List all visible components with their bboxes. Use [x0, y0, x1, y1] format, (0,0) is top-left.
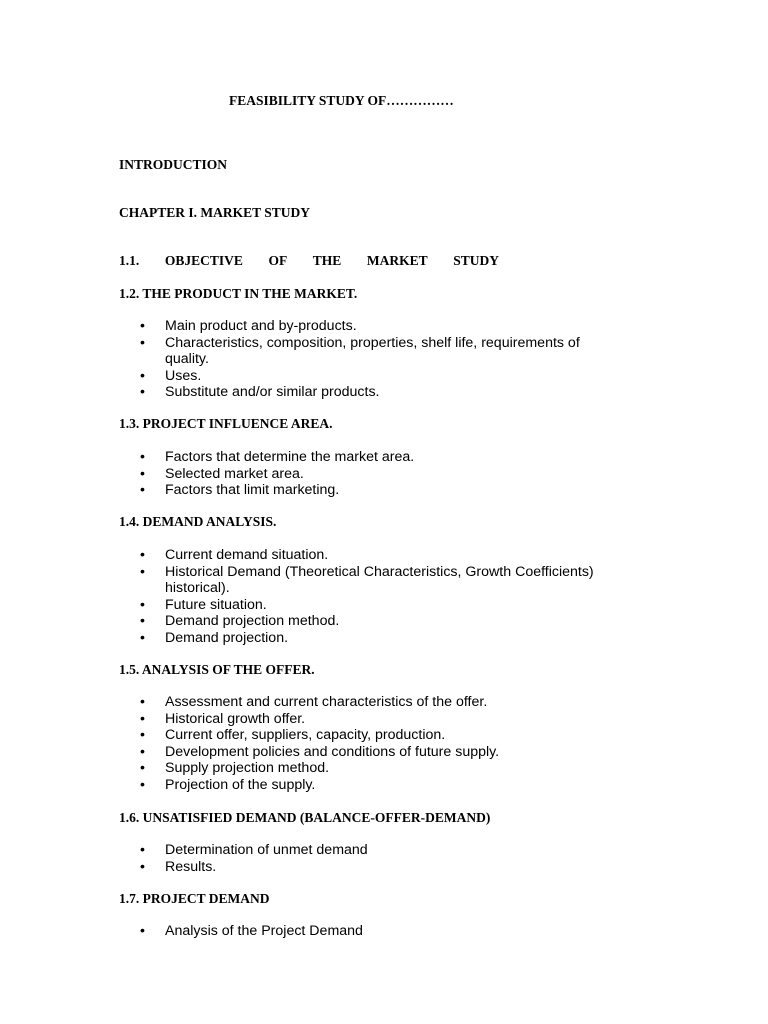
- list-item: [140, 613, 625, 630]
- list-item-text: Assessment and current characteristics of the offer.: [165, 694, 488, 710]
- list-item: [140, 859, 625, 876]
- bullet-icon: •: [140, 760, 145, 776]
- bullet-icon: •: [140, 367, 145, 384]
- bullet-icon: •: [140, 743, 145, 760]
- bullet-icon: •: [140, 727, 145, 743]
- list-item: [140, 449, 625, 466]
- list-item: [140, 335, 625, 368]
- section-heading-1-2: 1.2. THE PRODUCT IN THE MARKET.: [119, 286, 358, 301]
- section-heading-1-5: 1.5. ANALYSIS OF THE OFFER.: [119, 662, 315, 677]
- list-item: [140, 694, 625, 711]
- list-item-text: Analysis of the Project Demand: [165, 923, 363, 939]
- list-item: [140, 777, 625, 794]
- list-item-text: Substitute and/or similar products.: [165, 384, 380, 400]
- list-item-text: Factors that determine the market area.: [165, 449, 415, 465]
- bullet-icon: •: [140, 694, 145, 710]
- list-item: [140, 368, 625, 385]
- section-list-1-7: [140, 923, 625, 940]
- list-item-text: Current demand situation.: [165, 547, 329, 563]
- list-item-text: Development policies and conditions of future supply.: [165, 743, 500, 760]
- list-item-text: Projection of the supply.: [165, 776, 316, 793]
- list-item: [140, 597, 625, 614]
- list-item: [140, 727, 625, 744]
- list-item: [140, 744, 625, 761]
- list-item: [140, 482, 625, 499]
- list-item: [140, 564, 625, 597]
- list-item: [140, 384, 625, 401]
- list-item-text: Supply projection method.: [165, 760, 330, 776]
- bullet-icon: •: [140, 842, 145, 858]
- document-title: FEASIBILITY STUDY OF……………: [229, 93, 454, 108]
- bullet-icon: •: [140, 563, 145, 580]
- bullet-icon: •: [140, 858, 145, 875]
- list-item: [140, 711, 625, 728]
- bullet-icon: •: [140, 613, 145, 629]
- section-heading-1-6: 1.6. UNSATISFIED DEMAND (BALANCE-OFFER-DEMAND): [119, 810, 491, 825]
- bullet-icon: •: [140, 465, 145, 482]
- objective-word: STUDY: [453, 253, 499, 268]
- list-item: [140, 547, 625, 564]
- list-item-text: Demand projection method.: [165, 613, 340, 629]
- objective-word: OBJECTIVE: [164, 253, 243, 268]
- section-list-1-6: [140, 842, 625, 875]
- section-list-1-4: [140, 547, 625, 646]
- list-item-text: Historical Demand (Theoretical Characteristics, Growth Coefficients) historical).: [165, 563, 594, 596]
- bullet-icon: •: [140, 449, 145, 465]
- list-item-text: Main product and by-products.: [165, 318, 357, 334]
- section-heading-1-3: 1.3. PROJECT INFLUENCE AREA.: [119, 416, 333, 431]
- objective-heading: [119, 253, 499, 269]
- list-item: [140, 842, 625, 859]
- list-item-text: Results.: [165, 858, 217, 875]
- bullet-icon: •: [140, 318, 145, 334]
- chapter-heading: CHAPTER I. MARKET STUDY: [119, 205, 311, 220]
- list-item: [140, 760, 625, 777]
- bullet-icon: •: [140, 710, 145, 727]
- introduction-heading: INTRODUCTION: [119, 157, 228, 172]
- bullet-icon: •: [140, 629, 145, 646]
- objective-word: OF: [268, 253, 288, 268]
- section-list-1-3: [140, 449, 625, 499]
- objective-word: 1.1.: [119, 253, 140, 268]
- list-item: [140, 466, 625, 483]
- section-list-1-5: [140, 694, 625, 793]
- bullet-icon: •: [140, 776, 145, 793]
- list-item-text: Characteristics, composition, properties, shelf life, requirements of quality.: [165, 334, 580, 367]
- bullet-icon: •: [140, 923, 145, 939]
- section-list-1-2: [140, 318, 625, 401]
- list-item-text: Historical growth offer.: [165, 710, 306, 727]
- bullet-icon: •: [140, 596, 145, 613]
- section-heading-1-7: 1.7. PROJECT DEMAND: [119, 891, 270, 906]
- list-item-text: Demand projection.: [165, 629, 289, 646]
- bullet-icon: •: [140, 334, 145, 351]
- section-heading-1-4: 1.4. DEMAND ANALYSIS.: [119, 514, 277, 529]
- objective-word: THE: [312, 253, 342, 268]
- list-item-text: Current offer, suppliers, capacity, production.: [165, 727, 446, 743]
- list-item: [140, 923, 625, 940]
- list-item-text: Determination of unmet demand: [165, 842, 368, 858]
- list-item-text: Uses.: [165, 367, 202, 384]
- objective-word: MARKET: [366, 253, 428, 268]
- list-item-text: Factors that limit marketing.: [165, 482, 340, 498]
- list-item: [140, 630, 625, 647]
- bullet-icon: •: [140, 547, 145, 563]
- list-item: [140, 318, 625, 335]
- list-item-text: Selected market area.: [165, 465, 304, 482]
- bullet-icon: •: [140, 384, 145, 400]
- bullet-icon: •: [140, 482, 145, 498]
- list-item-text: Future situation.: [165, 596, 267, 613]
